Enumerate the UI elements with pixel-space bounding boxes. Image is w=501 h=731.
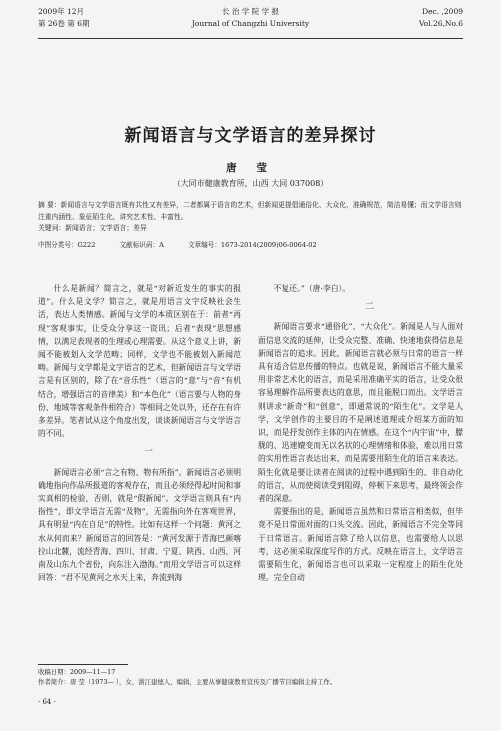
section-number: 一 [143,447,153,458]
header-date-en: Dec. ,2009 [422,7,463,16]
header-center [38,6,463,30]
right-column [258,282,463,584]
body-paragraph: 新闻语言必须“言之有物、物有所指”。新闻语言必须明确地指向作品所报道的客观存在，而且必须经得起时间和事实真相的检验，否则，就是“假新闻”。文学语言则具有“内指性”，即文学语言无需“及物”，无需指向外在客观世界，具有明显“内在自足”的特性。比如有这样一个问题：黄河之水从何而来？新闻语言的回答是：“黄河发源于青海巴颜喀拉山北麓，流经青海、四川、甘肃、宁夏、陕西、山西、河南及山东九个省份，向东注入渤海。”而用文学语言可以这样回答：“君不见黄河之水天上来，奔流到海 [38,467,241,583]
author-name: 唐 莹 [226,162,275,174]
header-date: 2009年 12月 [38,7,85,16]
author-affiliation: （大同市健康教育所，山西 大同 037008） [172,179,329,188]
document-code: 文献标识码：A [119,241,164,249]
body-paragraph: 不复还。”（唐·李白）。 [273,284,351,293]
footnote [38,667,463,687]
journal-name-cn: 长 治 学 院 学 报 [222,7,279,16]
page-number: · 64 · [38,698,56,706]
section-number: 二 [364,302,374,313]
author-bio: 作者简介：唐 莹（1973— ），女，浙江建德人，编辑，主要从事健康教育宣传及广播节目编辑主持工作。 [38,678,337,686]
body-paragraph: 什么是新闻？简言之，就是“对新近发生的事实的报道”。什么是文学？简言之，就是用语言文字反映社会生活，表达人类情感。新闻与文学的本质区别在于：前者“再现”客观事实，让受众分享这一资讯；后者“表现”思想感情，以满足表现者的生理或心理需要。从这个意义上讲，新闻不能被划入文学范畴；同样，文学也不能被划入新闻范畴。新闻与文学都是文字语言的艺术，但新闻语言与文学语言是有区别的，除了在“音乐性”（语言的“意”与“音”有机结合，增强语言的音律美）和“本色化”（语言要与人物的身份、地域等客观条件相符合）等相同之处以外，还存在有许多差异。笔者试从这个角度出发，谈谈新闻语言与文学语言的不同。 [38,284,241,439]
header-volume: 第 26卷 第 6期 [38,19,90,28]
received-date: 收稿日期：2009—11—17 [38,668,116,676]
clc-number: 中图分类号：G222 [38,241,96,249]
keywords-text: 关键词：新闻语言；文学语言；差异 [38,224,147,232]
body-paragraph: 需要指出的是，新闻语言虽然和日常语言相类似，但毕竟不是日常面对面的口头交流。因此，新闻语言不完全等同于日常语言。新闻语言除了给人以信息，也需要给人以思考，这必须采取深度写作的方式。反映在语言上，文学语言需要陌生化，新闻语言也可以采取一定程度上的陌生化处理。完全自动 [258,507,463,583]
journal-name-en: Journal of Changzhi University [191,19,310,28]
body-paragraph: 新闻语言要求“通俗化”、“大众化”。新闻是人与人面对面信息交流的延伸，让受众完整、准确、快速地获得信息是新闻语言的追求。因此，新闻语言就必须与日常的语言一样具有适合信息传播的特点。也就是说，新闻语言不能大量采用非常艺术化的语言，而是采用准确平实的语言，让受众很容易理解作品所要表达的意思，而且能脱口而出。文学语言则讲求“新奇”和“创意”，即通常说的“陌生化”。文学是人学，文学创作的主要目的不是阐述道理或介绍某方面的知识，而是抒发创作主体的内在情感。在这个“内宇宙”中，朦胧的、迅速嬗变而无以名状的心理情绪和体验，难以用日常的实用性语言表达出来，而是需要用陌生化的语言来表达。陌生化就是要让读者在阅读的过程中遇到陌生的、非自动化的语言，从而使阅读受到阻碍，停顿下来思考，最终领会作者的深意。 [258,322,463,504]
classification-line [38,240,463,250]
header-rule [38,38,463,39]
left-column [38,282,241,584]
article-number: 文章编号：1673-2014(2009)06-0064-02 [187,241,317,249]
abstract-block [38,200,463,235]
abstract-text: 摘 要：新闻语言与文学语言既有共性又有差异，二者都属于语言的艺术，但新闻更提倡通俗化、大众化，准确规范，简洁易懂；而文学语言则注重内涵性、象征陌生化，讲究艺术性、丰富性。 [38,201,462,221]
header-right [419,6,463,30]
footnote-rule [38,664,128,665]
running-header [38,6,463,42]
article-title: 新闻语言与文学语言的差异探讨 [124,126,377,146]
header-volume-en: Vol.26,No.6 [418,19,463,28]
